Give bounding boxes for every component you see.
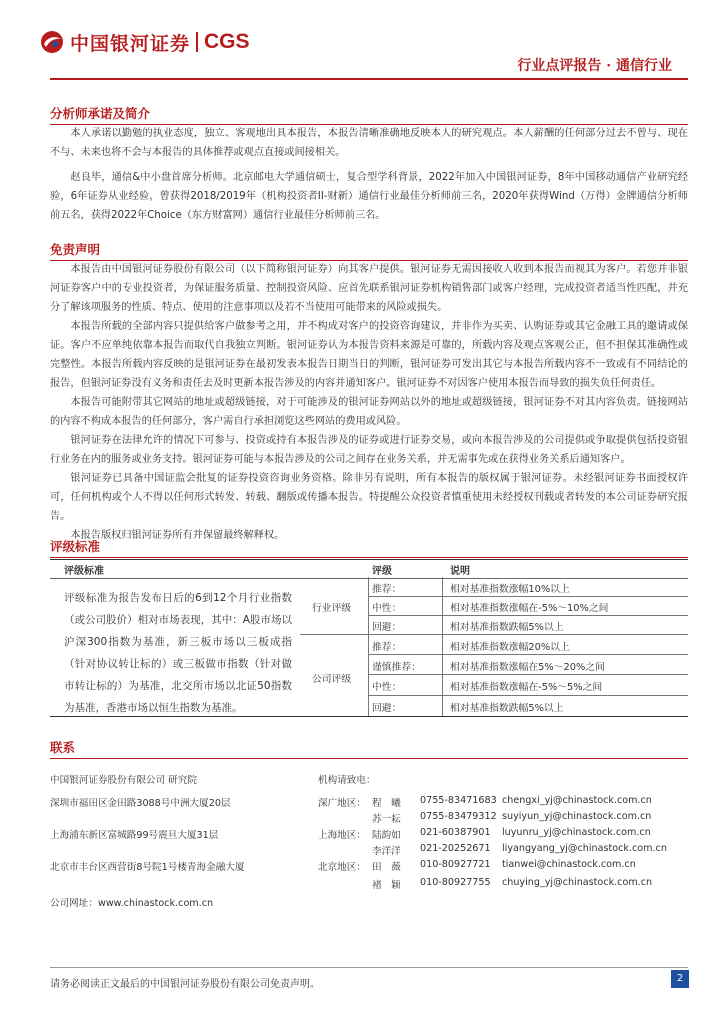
contact-name: 程 曦 <box>372 798 401 809</box>
contact-phone: 021-20252671 <box>420 843 491 854</box>
contact-section-title: 联系 <box>50 738 688 759</box>
company-rating-label: 公司评级 <box>312 674 352 685</box>
page-number: 2 <box>671 970 689 988</box>
analyst-section <box>50 124 688 225</box>
rating-standard-text: 评级标准为报告发布日后的6到12个月行业指数（或公司股价）相对市场表现，其中：A股市场以沪深300指数为基准，新三板市场以三板成指（针对协议转让标的）或三板做市指数（针对做市转让标的）为基准，北交所市场以北证50指数为基准，香港市场以恒生指数为基准。 <box>64 592 292 714</box>
contact-email[interactable]: chengxi_yj@chinastock.com.cn <box>502 795 652 806</box>
disclaimer-paragraph: 本报告可能附带其它网站的地址或超级链接，对于可能涉及的银河证券网站以外的地址或超级链接，银河证券不对其内容负责。链接网站的内容不构成本报告的任何部分，客户需自行承担浏览这些网站的费用或风险。 <box>50 397 688 427</box>
contact-phone: 0755-83471683 <box>420 795 497 806</box>
company-rating: 回避： <box>372 703 402 714</box>
company-website[interactable]: 公司网址：www.chinastock.com.cn <box>50 898 214 909</box>
rating-section-title: 评级标准 <box>50 537 688 558</box>
row-divider <box>368 695 688 696</box>
company-name: 中国银河证券股份有限公司 研究院 <box>50 775 197 786</box>
company-rating: 中性： <box>372 682 402 693</box>
rating-col-divider <box>442 577 443 717</box>
disclaimer-paragraph: 本报告版权归银河证券所有并保留最终解释权。 <box>70 530 285 541</box>
sales-header: 机构请致电： <box>318 775 376 786</box>
row-divider <box>368 654 688 655</box>
contact-email[interactable]: chuying_yj@chinastock.com.cn <box>502 877 653 888</box>
disclaimer-paragraph: 本报告所载的全部内容只提供给客户做参考之用，并不构成对客户的投资咨询建议，并非作为买卖、认购证券或其它金融工具的邀请或保证。客户不应单纯依靠本报告而取代自我独立判断。银河证券认为本报告资料来源是可靠的，所载内容及观点客观公正，但不担保其准确性或完整性。本报告所载内容反映的是银河证券在最初发表本报告日期当日的判断，银河证券可发出其它与本报告所载内容不一致或有不同结论的报告，但银河证券没有义务和责任去及时更新本报告涉及的内容并通知客户。银河证券不对因客户使用本报告而导致的损失负任何责任。 <box>50 321 688 389</box>
region-label: 上海地区： <box>318 830 366 841</box>
disclaimer-section-title: 免责声明 <box>50 240 688 261</box>
disclaimer-section <box>50 260 688 545</box>
col-standard-header: 评级标准 <box>64 566 104 577</box>
rating-col-divider <box>368 577 369 717</box>
contact-phone: 010-80927721 <box>420 859 491 870</box>
disclaimer-paragraph: 银河证券已具备中国证监会批复的证券投资咨询业务资格。除非另有说明，所有本报告的版权属于银河证券。未经银河证券书面授权许可，任何机构或个人不得以任何形式转发、转载、翻版或传播本报告。特提醒公众投资者慎重使用未经授权刊载或者转发的本公司证券研究报告。 <box>50 473 688 522</box>
industry-rating-desc: 相对基准指数涨幅在-5%～10%之间 <box>450 603 609 614</box>
footer-disclaimer: 请务必阅读正文最后的中国银河证券股份有限公司免责声明。 <box>50 979 320 990</box>
row-divider <box>368 615 688 616</box>
industry-rating: 推荐： <box>372 584 402 595</box>
row-divider <box>368 596 688 597</box>
contact-name: 陆韵如 <box>372 830 401 841</box>
region-label: 北京地区： <box>318 862 366 873</box>
contact-email[interactable]: suyiyun_yj@chinastock.com.cn <box>502 811 652 822</box>
contact-phone: 0755-83479312 <box>420 811 497 822</box>
header-divider <box>50 78 688 80</box>
industry-rating: 中性： <box>372 603 402 614</box>
footer-divider <box>50 967 688 968</box>
contact-phone: 021-60387901 <box>420 827 491 838</box>
region-label: 深广地区： <box>318 798 366 809</box>
row-divider <box>368 674 688 675</box>
company-rating-desc: 相对基准指数涨幅在-5%～5%之间 <box>450 682 603 693</box>
analyst-bio: 赵良毕，通信&中小盘首席分析师。北京邮电大学通信硕士，复合型学科背景，2022年加入中国银河证券，8年中国移动通信产业研究经验，6年证券从业经验，曾获得2018/2019年（机构投资者II-财新）通信行业最佳分析师前三名，2020年获得Wind（万得）金牌通信分析师前五名，获得2022年Choice（东方财富网）通信行业最佳分析师前三名。 <box>50 172 688 221</box>
industry-rating-desc: 相对基准指数跌幅5%以上 <box>450 622 564 633</box>
office-address: 深圳市福田区金田路3088号中洲大厦20层 <box>50 798 231 809</box>
logo-english-name: CGS <box>204 30 250 53</box>
company-rating-desc: 相对基准指数涨幅20%以上 <box>450 642 570 653</box>
report-type: 行业点评报告 · 通信行业 <box>517 58 672 74</box>
rating-table-header <box>50 559 688 579</box>
industry-rating-label: 行业评级 <box>312 603 352 614</box>
company-rating: 推荐： <box>372 642 402 653</box>
company-rating-desc: 相对基准指数跌幅5%以上 <box>450 703 564 714</box>
col-desc-header: 说明 <box>450 566 470 577</box>
contact-name: 田 薇 <box>372 862 401 873</box>
office-address: 北京市丰台区西营街8号院1号楼青海金融大厦 <box>50 862 245 873</box>
contact-phone: 010-80927755 <box>420 877 491 888</box>
company-rating: 谨慎推荐： <box>372 662 421 673</box>
contact-email[interactable]: tianwei@chinastock.com.cn <box>502 859 636 870</box>
office-address: 上海浦东新区富城路99号震旦大厦31层 <box>50 830 219 841</box>
disclaimer-paragraph: 银河证券在法律允许的情况下可参与、投资或持有本报告涉及的证券或进行证券交易，或向本报告涉及的公司提供或争取提供包括投资银行业务在内的服务或业务支持。银河证券可能与本报告涉及的公司之间存在业务关系，并无需事先或在获得业务关系后通知客户。 <box>50 435 688 465</box>
analyst-commitment: 本人承诺以勤勉的执业态度，独立、客观地出具本报告，本报告清晰准确地反映本人的研究观点。本人薪酬的任何部分过去不曾与、现在不与、未来也将不会与本报告的具体推荐或观点直接或间接相关。 <box>50 128 688 158</box>
company-rating-desc: 相对基准指数涨幅在5%～20%之间 <box>450 662 605 673</box>
galaxy-logo-icon <box>40 30 64 54</box>
contact-name: 苏一耘 <box>372 814 401 825</box>
contact-email[interactable]: luyunru_yj@chinastock.com.cn <box>502 827 651 838</box>
disclaimer-paragraph: 本报告由中国银河证券股份有限公司（以下简称银河证券）向其客户提供。银河证券无需因接收人收到本报告而视其为客户。若您并非银河证券客户中的专业投资者，为保证服务质量、控制投资风险、应首先联系银河证券机构销售部门或客户经理，完成投资者适当性匹配，并充分了解该项服务的性质、特点、使用的注意事项以及若不当使用可能带来的风险或损失。 <box>50 264 688 313</box>
col-rating-header: 评级 <box>372 566 392 577</box>
brand-logo <box>40 27 250 57</box>
logo-divider <box>196 32 198 52</box>
table-bottom-rule <box>50 716 688 717</box>
contact-name: 李洋洋 <box>372 846 401 857</box>
analyst-section-title: 分析师承诺及简介 <box>50 104 688 125</box>
contact-name: 褚 颖 <box>372 880 401 891</box>
industry-rating-desc: 相对基准指数涨幅10%以上 <box>450 584 570 595</box>
row-divider <box>300 634 688 635</box>
contact-email[interactable]: liyangyang_yj@chinastock.com.cn <box>502 843 667 854</box>
logo-chinese-name: 中国银河证券 <box>70 32 191 55</box>
industry-rating: 回避： <box>372 622 402 633</box>
